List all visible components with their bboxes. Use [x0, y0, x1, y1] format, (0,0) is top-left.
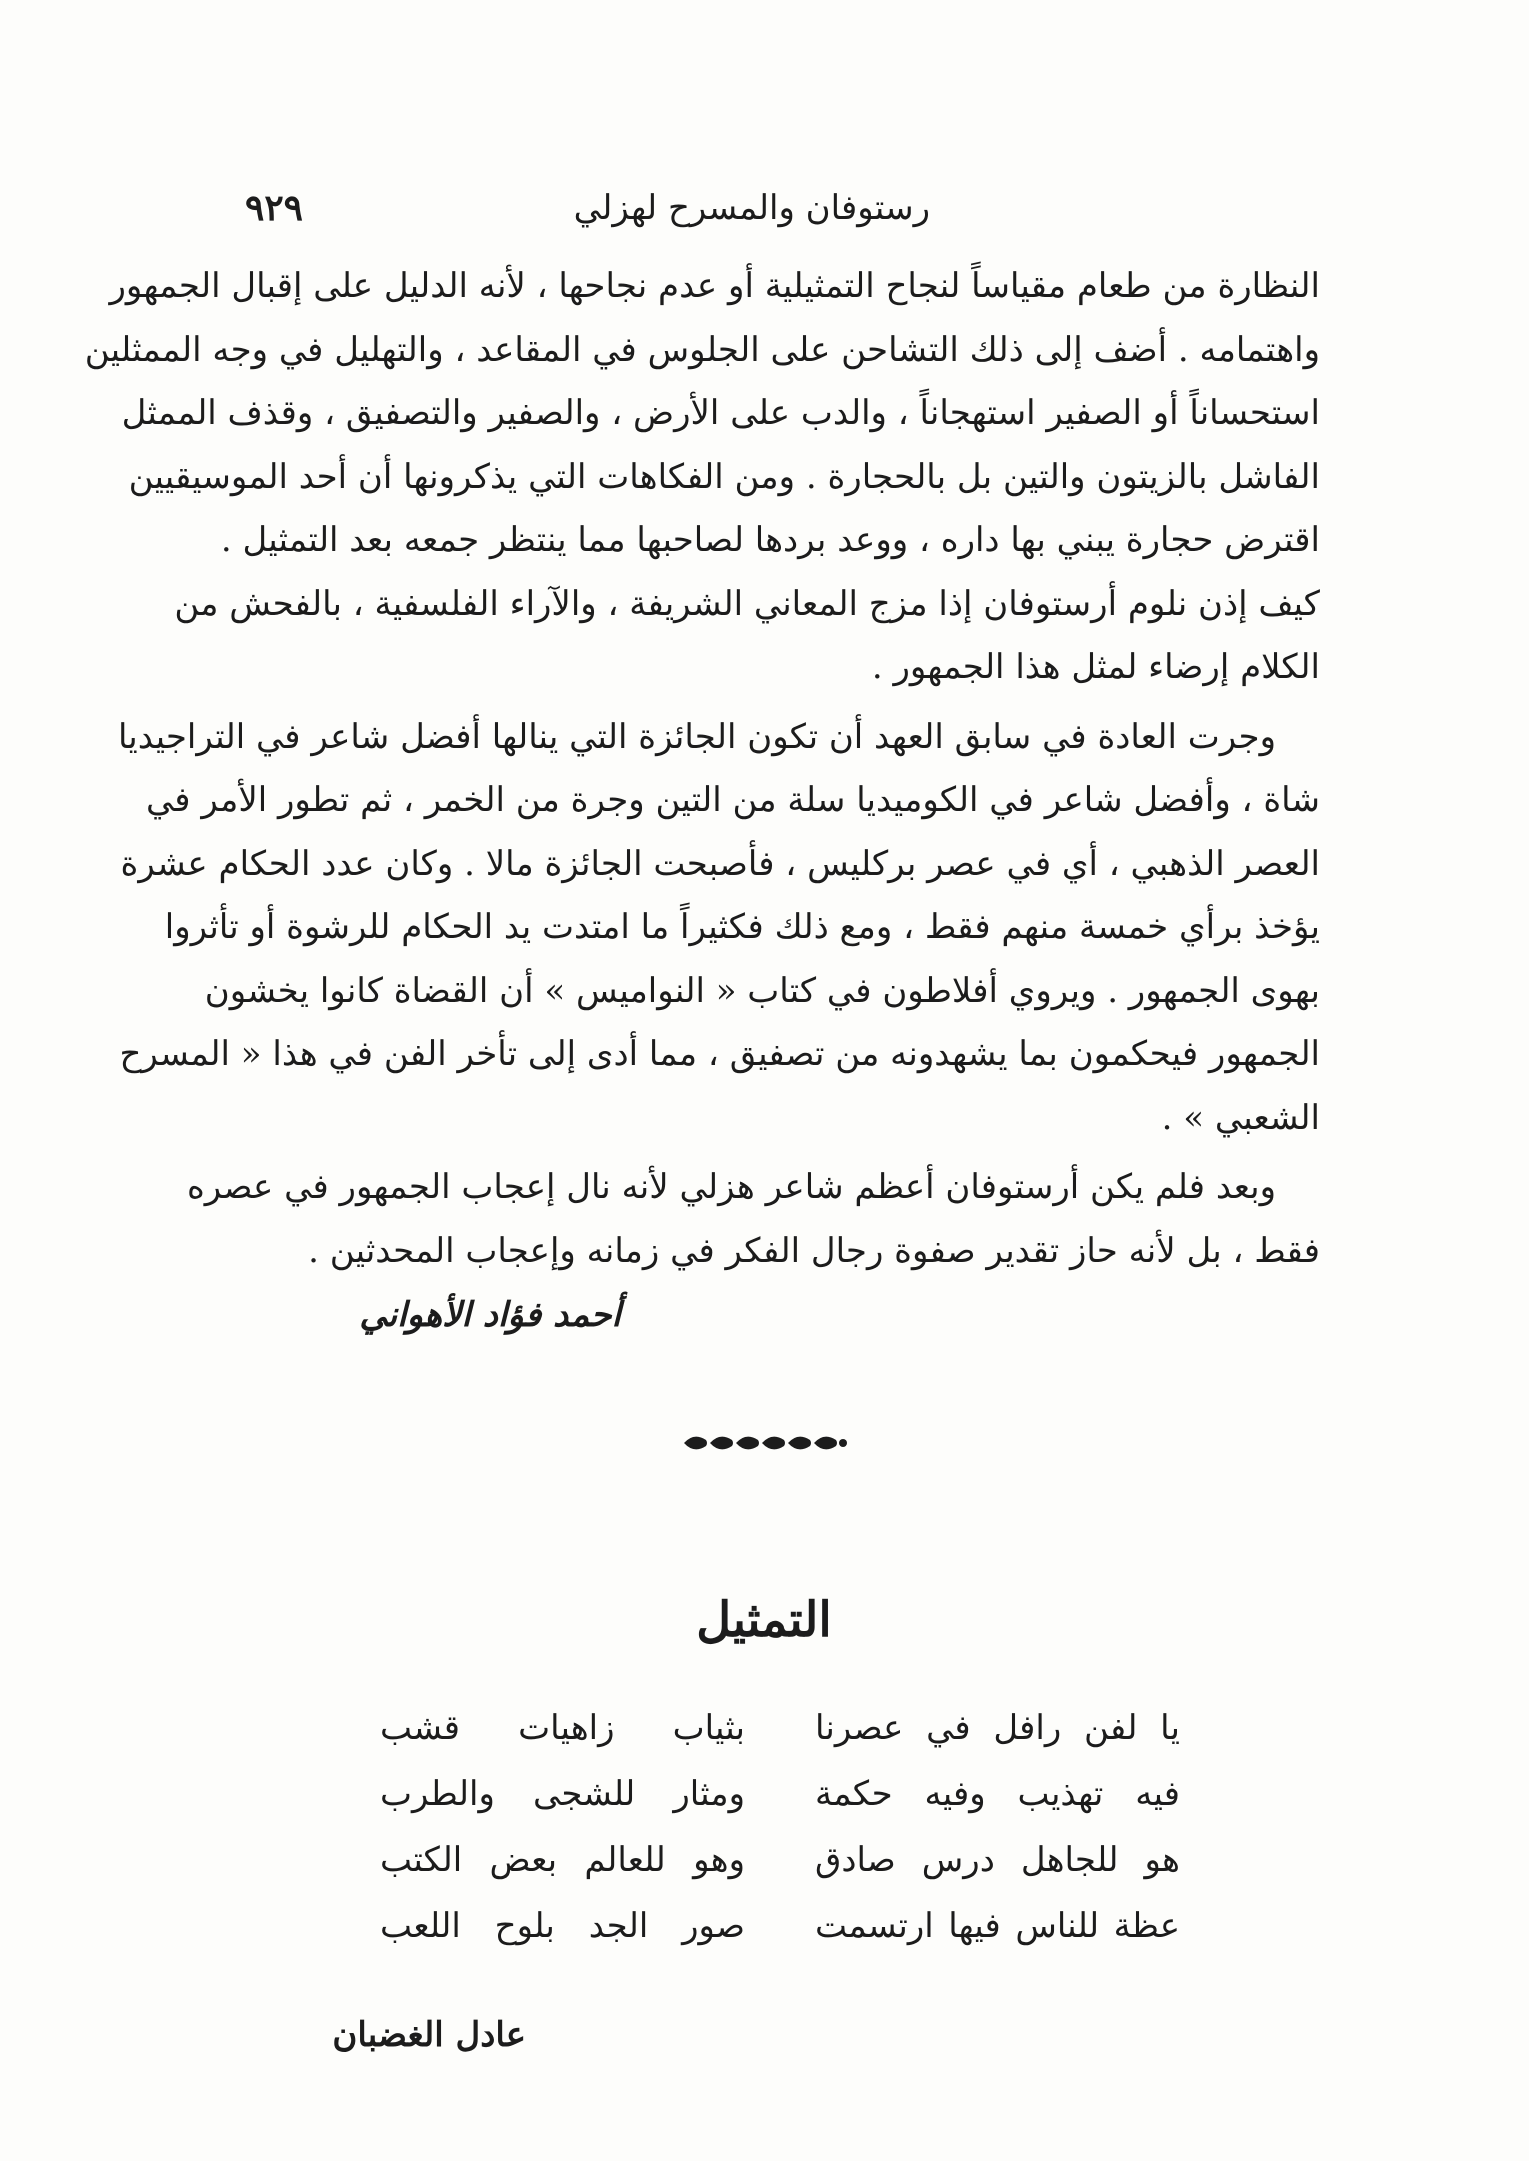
verse-second-hemistich: ومثار للشجى والطرب	[380, 1774, 745, 1814]
text-line: شاة ، وأفضل شاعر في الكوميديا سلة من التين وجرة من الخمر ، ثم تطور الأمر في	[145, 780, 1320, 820]
poem-verse	[380, 1827, 1180, 1893]
text-line: الجمهور فيحكمون بما يشهدونه من تصفيق ، مما أدى إلى تأخر الفن في هذا « المسرح	[119, 1034, 1320, 1074]
text-line: الفاشل بالزيتون والتين بل بالحجارة . ومن الفكاهات التي يذكرونها أن أحد الموسيقيين	[128, 456, 1320, 497]
poem-verse	[380, 1695, 1180, 1761]
text-line: واهتمامه . أضف إلى ذلك التشاحن على الجلوس في المقاعد ، والتهليل في وجه الممثلين	[84, 329, 1320, 370]
page-number: ٩٢٩	[245, 187, 304, 229]
text-line: وبعد فلم يكن أرستوفان أعظم شاعر هزلي لأنه نال إعجاب الجمهور في عصره	[186, 1167, 1276, 1207]
text-line: يؤخذ برأي خمسة منهم فقط ، ومع ذلك فكثيراً ما امتدت يد الحكام للرشوة أو تأثروا	[164, 907, 1320, 947]
text-line: وجرت العادة في سابق العهد أن تكون الجائزة التي ينالها أفضل شاعر في التراجيديا	[117, 716, 1276, 757]
verse-first-hemistich: يا لفن رافل في عصرنا	[815, 1708, 1180, 1748]
text-line: استحساناً أو الصفير استهجاناً ، والدب على الأرض ، والصفير والتصفيق ، وقذف الممثل	[121, 393, 1320, 433]
text-line: الكلام إرضاء لمثل هذا الجمهور .	[871, 647, 1320, 687]
poem-verse	[380, 1761, 1180, 1827]
verse-second-hemistich: بثياب زاهيات قشب	[380, 1708, 745, 1748]
verse-second-hemistich: صور الجد بلوح اللعب	[380, 1906, 745, 1946]
text-line: بهوى الجمهور . ويروي أفلاطون في كتاب « النواميس » أن القضاة كانوا يخشون	[204, 970, 1320, 1011]
article-body	[84, 255, 1320, 1283]
poem	[380, 1695, 1180, 1959]
verse-first-hemistich: عظة للناس فيها ارتسمت	[815, 1906, 1180, 1946]
text-line: فقط ، بل لأنه حاز تقدير صفوة رجال الفكر في زمانه وإعجاب المحدثين .	[308, 1230, 1320, 1271]
running-title: رستوفان والمسرح لهزلي	[573, 188, 930, 228]
poem-title: التمثيل	[696, 1592, 832, 1648]
verse-first-hemistich: هو للجاهل درس صادق	[815, 1840, 1180, 1880]
poet-signature: عادل الغضبان	[332, 2015, 526, 2055]
text-line: كيف إذن نلوم أرستوفان إذا مزج المعاني الشريفة ، والآراء الفلسفية ، بالفحش من	[174, 583, 1320, 624]
text-line: اقترض حجارة يبني بها داره ، ووعد بردها لصاحبها مما ينتظر جمعه بعد التمثيل .	[220, 520, 1320, 560]
text-line: الشعبي » .	[1161, 1097, 1320, 1138]
text-line: العصر الذهبي ، أي في عصر بركليس ، فأصبحت الجائزة مالا . وكان عدد الحكام عشرة	[120, 843, 1320, 884]
verse-first-hemistich: فيه تهذيب وفيه حكمة	[815, 1774, 1180, 1814]
running-head	[235, 178, 1320, 238]
verse-second-hemistich: وهو للعالم بعض الكتب	[380, 1840, 745, 1880]
ornament-divider	[680, 1430, 850, 1456]
poem-verse	[380, 1893, 1180, 1959]
text-line: النظارة من طعام مقياساً لنجاح التمثيلية أو عدم نجاحها ، لأنه الدليل على إقبال الجمهور	[109, 266, 1320, 306]
author-signature: أحمد فؤاد الأهواني	[359, 1295, 621, 1335]
